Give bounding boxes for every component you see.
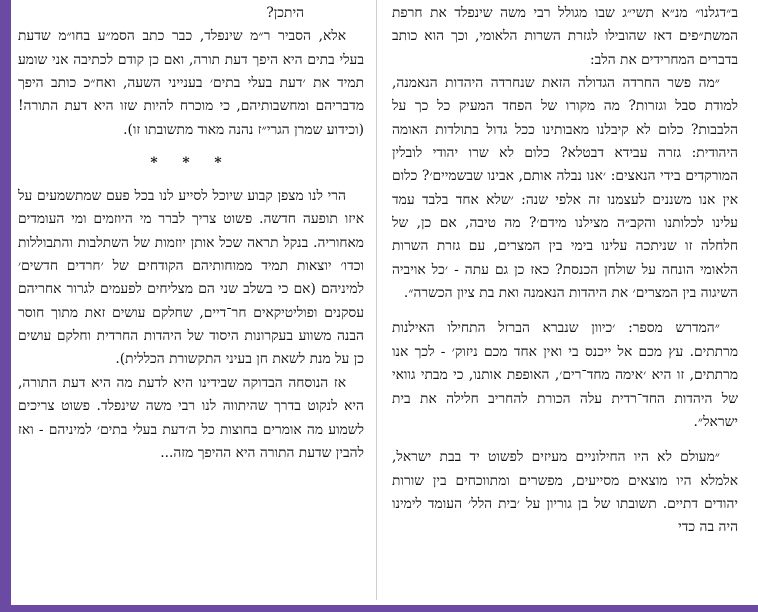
frame-bottom-border: [0, 605, 758, 612]
frame-left-border: [0, 0, 11, 612]
paragraph: אלא, הסביר ר״מ שינפלד, כבר כתב הסמ״ע בחו״מ שדעת בעלי בתים היא היפך דעת תורה, ואם כן קודם לכתיבה אני שומע תמיד את ׳דעת בעלי בתים׳ בענייני השעה, ואח״כ כותב היפך מדבריהם ומחשבותיהם, כי מוכרח להיות שזו היא דעת התורה! (וכידוע שמרן הגרי״ז נהנה מאוד מתשובתו זו).: [18, 28, 364, 138]
paragraph: ״המדרש מספר: ׳כיוון שנברא הברזל התחילו האילנות מרתתים. עץ מכם אל ייכנס בי ואין אחד מכם ניזוק׳ - לכך אנו מרתתים, זו היא ׳אימה מחד־רים׳, האופפת אותנו, כי מבתי גוואי של היהדות החד־רדית עלה הכורת להחריב חלילה את בית ישראל״.: [392, 320, 738, 430]
paragraph-gap: [392, 305, 738, 317]
left-text-column: [18, 2, 364, 465]
paragraph-gap: [392, 434, 738, 446]
paragraph: ״מה פשר החרדה הגדולה הזאת שנחרדה היהדות הנאמנה, למודת סבל וגזרות? מה מקורו של הפחד המעיק כל כך על הלבבות? כלום לא קיבלנו מאבותינו ככל גדול בתולדות האומה היהודית: גזרה עבידא דבטלא? כלום לא שרו יהודי לובלין המורקדים בידי הנאצים: ׳אנו נבלה אותם, אבינו שבשמיים׳? כלום אין אנו משננים לעצמנו זה אלפי שנה: ׳שלא אחד בלבד עמד עלינו לכלותנו והקב״ה מצילנו מידם׳? מה טיבה, אם כן, של חלחלה זו שניתכה עלינו בימי בין המצרים, עם גזרת השרות הלאומי הונחה על שולחן הכנסת? כאז כן גם עתה - ׳כל אויביה השיגוה בין המצרים׳ את היהדות הנאמנה ואת בת ציון הכשרה״.: [392, 75, 738, 302]
paragraph: היתכן?: [266, 5, 304, 21]
section-separator-stars: * * *: [150, 155, 232, 172]
paragraph: ״מעולם לא היו החילוניים מעיזים לפשוט יד בבת ישראל, אלמלא היו מוצאים מסייעים, מפשרים ומתווכחים בין שורות יהודים דתיים. תשובתו של בן גוריון על ׳בית הלל׳ העומד לימינו היה בה כדי: [392, 449, 738, 536]
paragraph: אז הנוסחה הבדוקה שבידינו היא לדעת מה היא דעת התורה, היא לנקוט בדרך שהיתווה לנו רבי משה שינפלד. פשוט צריכים לשמוע מה אומרים בחוצות כל ה׳דעת בעלי בתים׳ למיניהם - ואז להבין שדעת התורה היא ההיפך מזה...: [18, 374, 364, 461]
right-text-column: [392, 2, 738, 540]
paragraph: ב״דגלנו״ מנ״א תשי״ג שבו מגולל רבי משה שינפלד את חרפת המשת״פים דאז שהובילו לגזרת השרות הלאומי, וכך הוא כותב בדברים המחרידים את הלב:: [392, 5, 738, 68]
paragraph: הרי לנו מצפן קבוע שיוכל לסייע לנו בכל פעם שמתשמעים על איזו תופעה חדשה. פשוט צריך לברר מי היוזמים ומי העומדים מאחוריה. בנקל תראה שכל אותן יוזמות של השתלבות והתבוללות וכדו׳ יוצאות תמיד ממוחותיהם הקודחים של ׳חרדים חדשים׳ למיניהם (אם כי בשלב שני הם מצליחים לפעמים לגרור אחריהם עסקנים ופוליטיקאים חר־דיים, שחלקם עושים זאת מתוך חוסר הבנה משווע בעקרונות היסוד של היהדות החרדית וחלקם עושים כן על מנת לשאת חן בעיני התקשורת הכללית).: [18, 188, 364, 368]
column-divider: [376, 0, 377, 600]
